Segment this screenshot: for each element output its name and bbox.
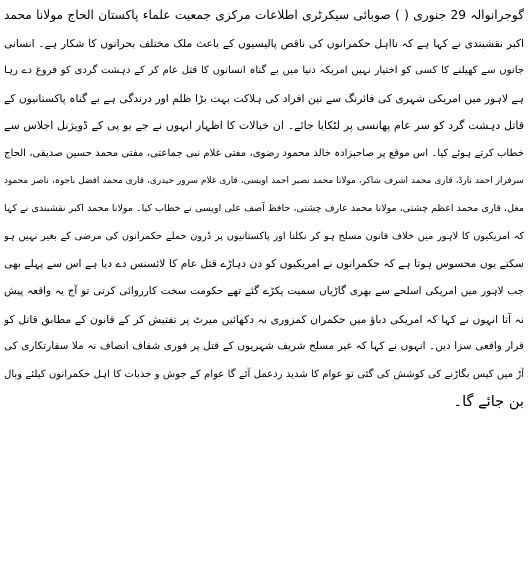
article-line: جب لاہور میں امریکی اسلحے سے بھری گاڑیاں سمیت پکڑے گئے تھے حکومت سخت کارروائی کرتی تو آج یہ واقعہ پیش [4,284,524,297]
article-line: سرفراز احمد نارڈ، قاری محمد اشرف شاکر، مولانا محمد نصیر احمد اویسی، قاری غلام سرور حیدری، قاری محمد افضل باجوہ، ناصر محمود [4,175,524,186]
article-line-last: بن جائے گا۔ [453,393,524,411]
article-line: مغل، قاری محمد اعظم چشتی، مولانا محمد عارف چشتی، حافظ آصف علی اویسی نے خطاب کیا۔ مولانا محمد اکبر نقشبندی نے کہا [4,203,524,215]
article-line: قرار واقعی سزا دیں۔ انہوں نے کہا کہ غیر مسلح شریف شہریوں کے قتل پر فوری شفاف انصاف نہ ملا سفارتکاری کی [4,340,524,353]
article-line: ہے لاہور میں امریکی شہری کی فائرنگ سے تین افراد کی ہلاکت بہت بڑا ظلم اور درندگی ہے بے گناہ پاکستانیوں کے [4,91,524,105]
article-line: سکتے یوں محسوس ہوتا ہے کہ حکمرانوں نے امریکیوں کو دن دہاڑے قتل عام کا لائسنس دے دیا ہے اس سے پہلے بھی [4,257,524,271]
article-line-dateline: گوجرانوالہ 29 جنوری ( ) صوبائی سیکرٹری اطلاعات مرکزی جمعیت علماء پاکستان الحاج مولانا محمد [4,8,524,22]
article-line: جانوں سے کھیلنے کا کسی کو اختیار نہیں امریکہ دنیا میں بے گناہ انسانوں کا قتل عام کر کے دہشت گردی کو فروغ دے رہا [4,65,524,77]
news-article [4,2,524,571]
article-line: قاتل دہشت گرد کو سر عام پھانسی پر لٹکایا جائے۔ ان خیالات کا اظہار انہوں نے جے یو پی کے ڈویژنل اجلاس سے [4,119,524,133]
article-line: کہ امریکیوں کا لاہور میں خلاف قانون مسلح ہو کر نکلنا اور پاکستانیوں پر ڈرون حملے حکمرانوں کی مرضی کے بغیر نہیں ہو [4,230,524,242]
article-line: نہ آتا انہوں نے کہا کہ امریکی دباؤ میں حکمران کمزوری نہ دکھائیں میرٹ پر تفتیش کر کے قانون کے مطابق قاتل کو [4,312,524,326]
article-line: آڑ میں کیس بگاڑنے کی کوشش کی گئی تو عوام کا شدید ردعمل آئے گا عوام کے جوش و جذبات کا اہل حکمرانوں کیلئے وبال [4,368,524,380]
article-line: اکبر نقشبندی نے کہا ہے کہ نااہل حکمرانوں کی ناقص پالیسیوں کے باعث ملک مختلف بحرانوں کا شکار ہے۔ انسانی [4,36,524,50]
article-line: خطاب کرتے ہوئے کیا۔ اس موقع پر صاحبزادہ خالد محمود رضوی، مفتی غلام نبی جماعتی، مفتی محمد حسین صدیقی، الحاج [4,147,524,159]
